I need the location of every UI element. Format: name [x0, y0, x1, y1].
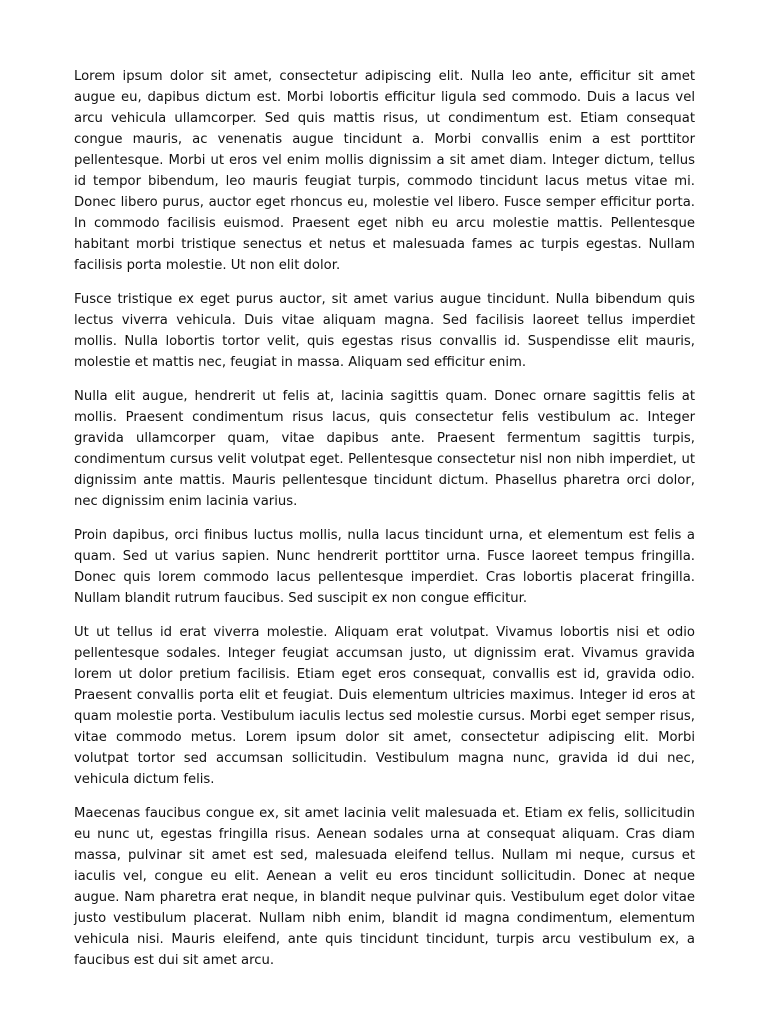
paragraph-2: Fusce tristique ex eget purus auctor, sit amet varius augue tincidunt. Nulla bibendum quis lectus viverra vehicula. Duis vitae aliquam magna. Sed facilisis laoreet tellus imperdiet mollis. Nulla lobortis tortor velit, quis egestas risus convallis id. Suspendisse elit mauris, molestie et mattis nec, feugiat in massa. Aliquam sed efficitur enim.	[74, 292, 695, 370]
paragraph-5: Ut ut tellus id erat viverra molestie. Aliquam erat volutpat. Vivamus lobortis nisi et odio pellentesque sodales. Integer feugiat accumsan justo, ut dignissim erat. Vivamus gravida lorem ut dolor pretium facilisis. Etiam eget eros consequat, convallis est id, gravida odio. Praesent convallis porta elit et feugiat. Duis elementum ultricies maximus. Integer id eros at quam molestie porta. Vestibulum iaculis lectus sed molestie cursus. Morbi eget semper risus, vitae commodo metus. Lorem ipsum dolor sit amet, consectetur adipiscing elit. Morbi volutpat tortor sed accumsan sollicitudin. Vestibulum magna nunc, gravida id dui nec, vehicula dictum felis.	[74, 625, 695, 787]
paragraph-4: Proin dapibus, orci finibus luctus mollis, nulla lacus tincidunt urna, et elementum est felis a quam. Sed ut varius sapien. Nunc hendrerit porttitor urna. Fusce laoreet tempus fringilla. Donec quis lorem commodo lacus pellentesque imperdiet. Cras lobortis placerat fringilla. Nullam blandit rutrum faucibus. Sed suscipit ex non congue efficitur.	[74, 528, 695, 606]
paragraph-6: Maecenas faucibus congue ex, sit amet lacinia velit malesuada et. Etiam ex felis, sollicitudin eu nunc ut, egestas fringilla risus. Aenean sodales urna at consequat aliquam. Cras diam massa, pulvinar sit amet est sed, malesuada eleifend tellus. Nullam mi neque, cursus et iaculis vel, congue eu elit. Aenean a velit eu eros tincidunt sollicitudin. Donec at neque augue. Nam pharetra erat neque, in blandit neque pulvinar quis. Vestibulum eget dolor vitae justo vestibulum placerat. Nullam nibh enim, blandit id magna condimentum, elementum vehicula nisi. Mauris eleifend, ante quis tincidunt tincidunt, turpis arcu vestibulum ex, a faucibus est dui sit amet arcu.	[74, 806, 695, 968]
paragraph-3: Nulla elit augue, hendrerit ut felis at, lacinia sagittis quam. Donec ornare sagittis felis at mollis. Praesent condimentum risus lacus, quis consectetur felis vestibulum ac. Integer gravida ullamcorper quam, vitae dapibus ante. Praesent fermentum sagittis turpis, condimentum cursus velit volutpat eget. Pellentesque consectetur nisl non nibh imperdiet, ut dignissim ante mattis. Mauris pellentesque tincidunt dictum. Phasellus pharetra orci dolor, nec dignissim enim lacinia varius.	[74, 389, 695, 509]
paragraph-1: Lorem ipsum dolor sit amet, consectetur adipiscing elit. Nulla leo ante, efficitur sit amet augue eu, dapibus dictum est. Morbi lobortis efficitur ligula sed commodo. Duis a lacus vel arcu vehicula ullamcorper. Sed quis mattis risus, ut condimentum est. Etiam consequat congue mauris, ac venenatis augue tincidunt a. Morbi convallis enim a est porttitor pellentesque. Morbi ut eros vel enim mollis dignissim a sit amet diam. Integer dictum, tellus id tempor bibendum, leo mauris feugiat turpis, commodo tincidunt lacus metus vitae mi. Donec libero purus, auctor eget rhoncus eu, molestie vel libero. Fusce semper efficitur porta. In commodo facilisis euismod. Praesent eget nibh eu arcu molestie mattis. Pellentesque habitant morbi tristique senectus et netus et malesuada fames ac turpis egestas. Nullam facilisis porta molestie. Ut non elit dolor.	[74, 69, 695, 273]
